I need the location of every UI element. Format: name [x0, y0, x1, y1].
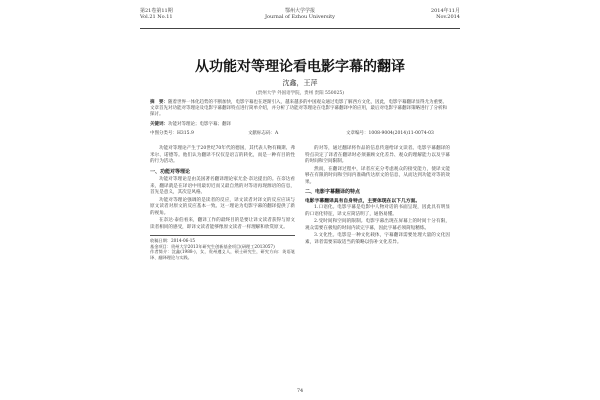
header-volume-en: Vol.21 No.11 [140, 14, 173, 20]
body-paragraph: 功能对等理论强调的是读者的反应，译文读者对译文的反应应该与原文读者对原文的反应基本一致。这一理论为电影字幕的翻译提供了新的视角。 [150, 197, 295, 216]
abstract [150, 100, 450, 118]
author-affiliation: (贵州大学 外国语学院，贵州 贵阳 550025) [256, 91, 344, 96]
header-journal-en: Journal of Ezhou University [265, 14, 335, 20]
keywords-label: 关键词： [150, 122, 168, 127]
header-volume [140, 8, 220, 20]
paper-title: 从功能对等理论看电影字幕的翻译 [195, 59, 405, 75]
header-journal [230, 8, 370, 20]
document-code: 文献标志码：A [248, 131, 279, 136]
header-date-cn: 2014年11月 [430, 8, 460, 14]
header-journal-cn: 鄂州大学学报 [284, 8, 315, 14]
running-header [140, 6, 460, 29]
keywords [150, 121, 450, 127]
clc-number: 中图分类号：H315.9 [150, 131, 194, 136]
keywords-text: 功能对等理论；电影字幕；翻译 [168, 122, 231, 127]
body-paragraph: 3.文化性。电影是一种文化载体，字幕翻译需要处理大量的文化因素，译者需要采取适当的策略以弥补文化差异。 [305, 233, 450, 245]
classification-line [150, 130, 450, 136]
footnote: 收稿日期：2014-06-15 基金项目：贵州大学2013年研究生创新基金项目(研理工2013057) 作者简介：沈鑫(1988-)，女，贵州遵义人，硕士研究生，研究方向：英语笔译、翻译理论与实践。 [150, 235, 295, 260]
abstract-label: 摘 要： [150, 100, 168, 105]
body-paragraph: 在奈达·泰伯看来，翻译工作的最终目的是要让译文读者获得与原文读者相同的感受，即译文读者能够像原文读者一样理解和欣赏原文。 [150, 218, 295, 230]
body-paragraph: 功能对等理论是由美国著名翻译理论家尤金·奈达提出的。在奈达看来，翻译就是在译语中用最切近而又最自然的对等语再现源语的信息，首先是意义，其次是风格。 [150, 177, 295, 195]
abstract-text: 随着世界一体化趋势的不断加快，电影字幕也在逐渐引入，越来越多的中国观众通过电影了解西方文化，因此，电影字幕翻译显得尤为重要。文章首先对功能对等理论及电影字幕翻译特点进行简单介绍，并分析了功能对等理论在电影字幕翻译中的应用，最后对电影字幕翻译策略进行了分析和探讨。 [150, 100, 447, 117]
body-paragraph: 的对等，通过翻译将作品的信息传递给译文读者。电影字幕翻译的特点决定了译者在翻译时必须兼顾文化差异、观众的理解能力以及字幕的时间和空间限制。 [305, 146, 450, 164]
body-paragraph: 然而，在翻译过程中，译者应充分考虑观众的接受能力，使译文能够在有限的时间和空间内准确传达原文的信息，从而达到功能对等的效果。 [305, 166, 450, 185]
header-date [380, 8, 460, 20]
header-volume-cn: 第21卷第11期 [140, 8, 173, 14]
subsection-heading: 电影字幕翻译具有自身特点，主要体现在以下几方面。 [305, 197, 421, 204]
section-heading: 一、功能对等理论 [150, 168, 191, 175]
body-column-right [305, 146, 450, 247]
body-column-left [150, 146, 295, 260]
intro-paragraph: 功能对等理论产生于20世纪70年代的德国，其代表人物有赖斯、弗米尔、诺德等。他们认为翻译不仅仅是语言的转化，而是一种有目的性的行为活动。 [150, 146, 295, 164]
paper-authors: 沈鑫，王萍 [282, 79, 318, 87]
body-paragraph: 1.口语化。电影字幕是电影中人物对话的书面呈现，因此具有明显的口语化特征，译文应简洁明了，通俗易懂。 [305, 205, 450, 217]
header-date-en: Nov.2014 [436, 14, 460, 20]
section-heading: 二、电影字幕翻译的特点 [305, 189, 361, 195]
body-paragraph: 2.受时间和空间的限制。电影字幕出现在屏幕上的时间十分有限，观众需要在极短的时间内读完字幕，因此字幕必须简短精炼。 [305, 219, 450, 231]
page-number: 74 [296, 388, 304, 394]
article-number: 文章编号：1008-9004(2014)11-0074-03 [346, 131, 434, 136]
